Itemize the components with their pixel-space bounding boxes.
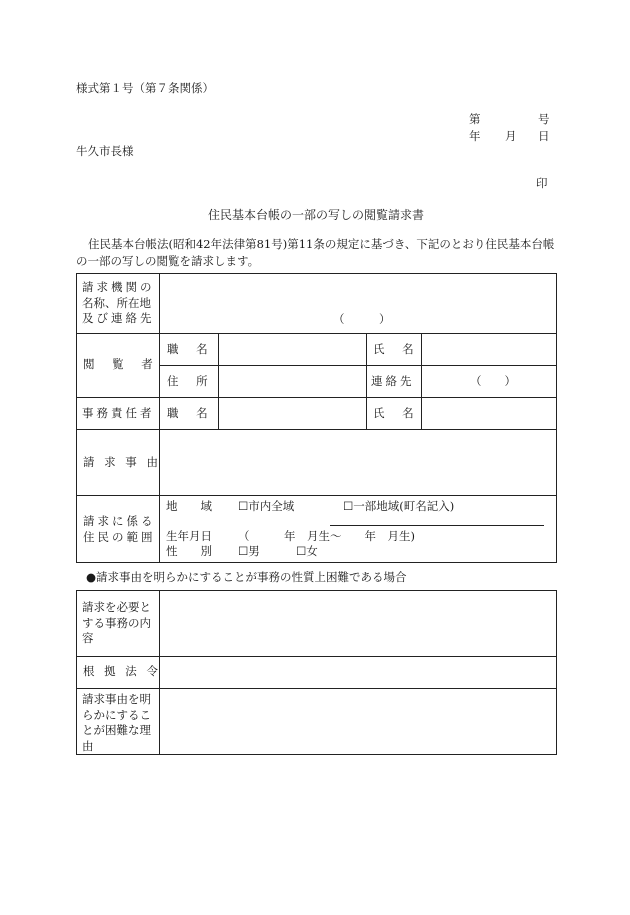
date-month: 月 <box>505 129 517 143</box>
reason-label: 請 求 事 由 <box>83 455 161 469</box>
sex-option-female[interactable]: ☐女 <box>296 544 318 558</box>
contact-label: 連絡先 <box>371 374 415 388</box>
area-label: 地 域 <box>166 499 212 513</box>
birth-label: 生年月日 <box>166 529 212 543</box>
birth-range: （ 年 月生〜 年 月生) <box>238 529 415 543</box>
seal-mark: 印 <box>536 176 548 190</box>
date-day: 日 <box>538 129 550 143</box>
sex-label: 性 別 <box>166 544 212 558</box>
org-phone-paren: （ ） <box>333 312 391 326</box>
scope-label: 請求に係る 住民の範囲 <box>83 514 156 544</box>
page-title: 住民基本台帳の一部の写しの閲覧請求書 <box>208 208 425 222</box>
job-title-label: 職 名 <box>167 342 215 356</box>
legal-basis-label: 根 拠 法 令 <box>83 664 161 678</box>
work-content-label: 請求を必要と する事務の内 容 <box>82 600 151 645</box>
intro-text: 住民基本台帳法(昭和42年法律第81号)第11条の規定に基づき、下記のとおり住民基本台帳の一部の写しの閲覧を請求します。 <box>76 237 555 268</box>
difficulty-reason-label: 請求事由を明 らかにするこ とが困難な理 由 <box>82 692 151 753</box>
area-write-line <box>330 525 544 526</box>
date-year: 年 <box>469 129 481 143</box>
area-option-all[interactable]: ☐市内全域 <box>238 499 295 513</box>
sex-option-male[interactable]: ☐男 <box>238 544 260 558</box>
area-option-part[interactable]: ☐一部地域(町名記入) <box>343 499 455 513</box>
manager-job-label: 職 名 <box>167 406 215 420</box>
doc-number-prefix: 第 <box>469 112 481 126</box>
address-label: 住 所 <box>167 374 215 388</box>
manager-name-label: 氏 名 <box>373 406 421 420</box>
contact-paren: （ ） <box>470 374 516 388</box>
doc-number-suffix: 号 <box>538 112 550 126</box>
org-label: 請求機関の 名称、所在地 及び連絡先 <box>82 280 155 325</box>
addressee: 牛久市長様 <box>76 144 134 158</box>
note-heading: ●請求事由を明らかにすることが事務の性質上困難である場合 <box>86 570 407 584</box>
viewer-label: 閲 覧 者 <box>83 357 160 371</box>
manager-label: 事務責任者 <box>82 406 155 420</box>
form-number: 様式第１号（第７条関係） <box>76 81 214 95</box>
name-label: 氏 名 <box>373 342 421 356</box>
